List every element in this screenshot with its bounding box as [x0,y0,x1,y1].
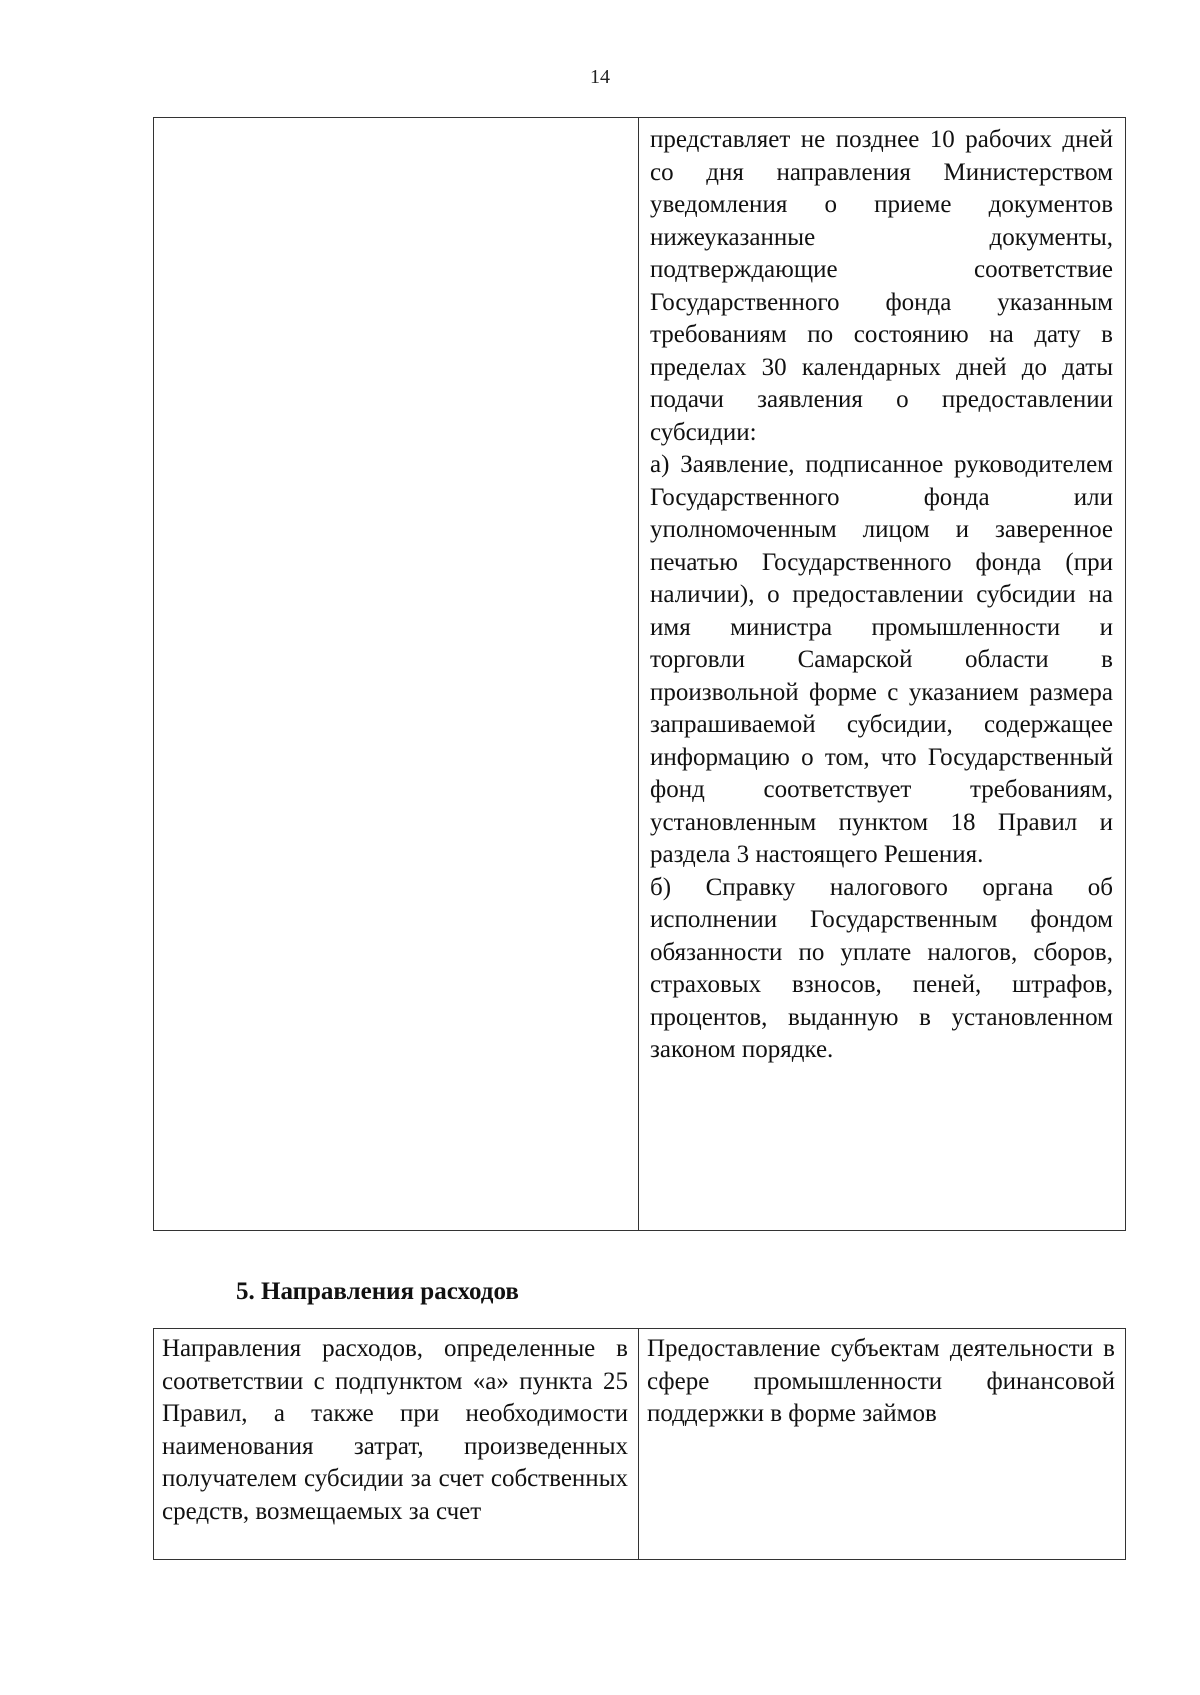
documents-item-b: б) Справку налогового органа об исполнении Государственным фондом обязанности по уплате налогов, сборов, страховых взносов, пеней, штрафов, процентов, выданную в установленном законом порядке. [650,873,1113,1063]
table-row [154,1329,1126,1560]
section-heading: 5. Направления расходов [236,1278,519,1305]
requirements-table [153,117,1126,1231]
expense-value-text: Предоставление субъектам деятельности в сфере промышленности финансовой поддержки в форме займов [647,1335,1115,1427]
table-row [154,118,1126,1231]
documents-intro: представляет не позднее 10 рабочих дней со дня направления Министерством уведомления о приеме документов нижеуказанные документы, подтверждающие соответствие Государственного фонда указанным требованиям по состоянию на дату в пределах 30 календарных дней до даты подачи заявления о предоставлении субсидии: [650,126,1113,446]
table-cell-documents [639,118,1126,1231]
table-cell-empty [154,118,639,1231]
documents-item-a: а) Заявление, подписанное руководителем Государственного фонда или уполномоченным лицом и заверенное печатью Государственного фонда (при наличии), о предоставлении субсидии на имя министра промышленности и торговли Самарской области в произвольной форме с указанием размера запрашиваемой субсидии, содержащее информацию о том, что Государственный фонд соответствует требованиям, установленным пунктом 18 Правил и раздела 3 настоящего Решения. [650,451,1113,868]
expense-directions-table [153,1328,1126,1560]
table-cell-value [639,1329,1126,1560]
expense-label-text: Направления расходов, определенные в соответствии с подпунктом «а» пункта 25 Правил, а также при необходимости наименования затрат, произведенных получателем субсидии за счет собственных средств, возмещаемых за счет [162,1335,628,1525]
documents-text [639,118,1125,1075]
page-number: 14 [590,66,610,88]
table-cell-label [154,1329,639,1560]
